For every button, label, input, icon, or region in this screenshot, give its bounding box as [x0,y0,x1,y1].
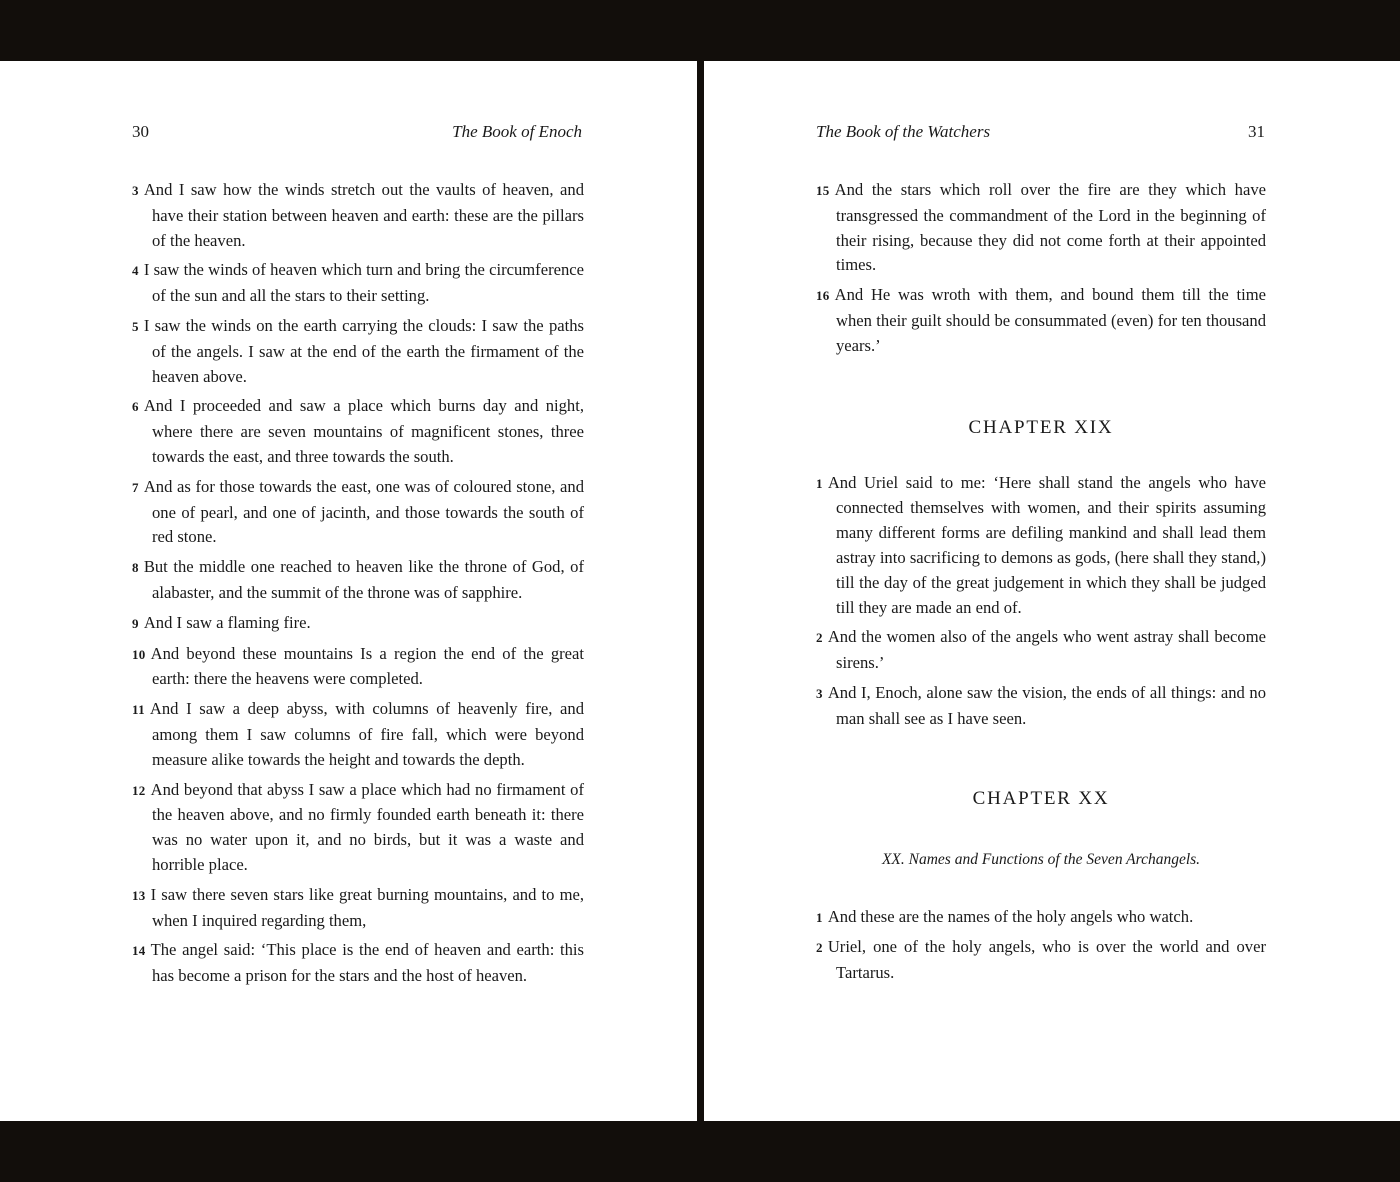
verse-number: 14 [132,943,146,959]
chapter-subtitle: XX. Names and Functions of the Seven Archangels. [881,850,1201,868]
verse-text: And Uriel said to me: ‘Here shall stand the angels who have connected themselves with women, and their spirits assuming many different forms are defiling mankind and shall lead them astray into sacrificing to demons as gods, (here shall they stand,) till the day of the great judgement in which they shall be judged till they are made an end of. [827,472,1266,617]
book-spread [0,61,1400,1121]
verse [132,394,584,469]
verse [132,475,584,550]
chapter-heading: CHAPTER XX [972,787,1110,809]
verse-number: 15 [816,183,830,198]
verse [816,283,1266,358]
right-page [704,61,1400,1121]
verse-text: And the women also of the angels who went astray shall become sirens.’ [827,627,1266,673]
verse-number: 7 [132,479,139,495]
verse [132,938,584,989]
verse [816,905,1266,931]
verse-text: And I saw how the winds stretch out the vaults of heaven, and have their station between heaven and earth: these are the pillars of the heaven. [143,180,584,250]
verse-text: And I saw a flaming fire. [143,612,311,632]
verse-number: 6 [132,399,139,415]
verse [816,935,1266,986]
verse-text: And these are the names of the holy angels who watch. [827,906,1194,926]
verse-text: And beyond these mountains Is a region the end of the great earth: there the heavens were completed. [150,643,584,689]
verse [132,778,584,878]
verse-text: And I, Enoch, alone saw the vision, the ends of all things: and no man shall see as I have seen. [827,682,1266,728]
running-title: The Book of Enoch [452,122,582,141]
verse-number: 11 [132,702,145,718]
verse [132,314,584,389]
verse-number: 9 [132,615,139,631]
running-title: The Book of the Watchers [816,122,991,141]
verse-text: And the stars which roll over the fire are they which have transgressed the commandment of the Lord in the beginning of their rising, because they did not come forth at their appointed times. [834,180,1266,275]
verse-number: 10 [132,646,146,662]
verse-number: 4 [132,263,139,279]
verse [132,642,584,693]
verse-number: 16 [816,288,830,304]
verse-text: I saw the winds on the earth carrying the clouds: I saw the paths of the angels. I saw at the end of the earth the firmament of the heaven above. [143,315,584,386]
page-number: 31 [1248,122,1265,141]
verse-number: 1 [816,909,823,925]
verse [132,697,584,772]
verse-text: And beyond that abyss I saw a place which had no firmament of the heaven above, and no firmly founded earth beneath it: there was no water upon it, and no birds, but it was a waste and horrible place. [150,779,584,874]
verse [816,178,1266,278]
verse [132,555,584,606]
verse [816,471,1266,621]
verse-number: 1 [816,475,823,491]
right-page-body [816,178,1266,991]
verse-text: And I saw a deep abyss, with columns of heavenly fire, and among them I saw columns of fire fall, which were beyond measure alike towards the height and towards the depth. [149,699,584,769]
verse-number: 12 [132,782,146,798]
verse-text: And as for those towards the east, one was of coloured stone, and one of pearl, and one of jacinth, and those towards the south of red stone. [143,476,584,547]
verse [132,178,584,253]
verse-number: 5 [132,318,139,334]
verse-number: 2 [816,630,823,646]
chapter-heading: CHAPTER XIX [968,416,1114,438]
left-page-body [132,178,584,994]
verse-text: But the middle one reached to heaven like the throne of God, of alabaster, and the summit of the throne was of sapphire. [143,557,584,602]
verse-number: 2 [816,940,823,956]
verse-number: 13 [132,887,146,903]
verse-number: 3 [132,183,139,198]
verse-number: 3 [816,685,823,701]
verse-text: And I proceeded and saw a place which burns day and night, where there are seven mountains of magnificent stones, three towards the east, and three towards the south. [143,396,584,466]
verse [132,611,584,637]
verse-text: The angel said: ‘This place is the end of heaven and earth: this has become a prison for the stars and the host of heaven. [150,940,584,986]
verse-text: Uriel, one of the holy angels, who is over the world and over Tartarus. [827,937,1266,983]
verse-text: I saw the winds of heaven which turn and bring the circumference of the sun and all the stars to their setting. [143,260,584,306]
left-page [0,61,697,1121]
verse [816,681,1266,732]
verse-text: And He was wroth with them, and bound them till the time when their guilt should be consummated (even) for ten thousand years.’ [834,285,1266,355]
verse-text: I saw there seven stars like great burning mountains, and to me, when I inquired regarding them, [150,884,584,930]
verse-number: 8 [132,560,139,576]
page-number: 30 [132,122,149,141]
verse [132,883,584,934]
verse [132,258,584,309]
verse [816,625,1266,676]
